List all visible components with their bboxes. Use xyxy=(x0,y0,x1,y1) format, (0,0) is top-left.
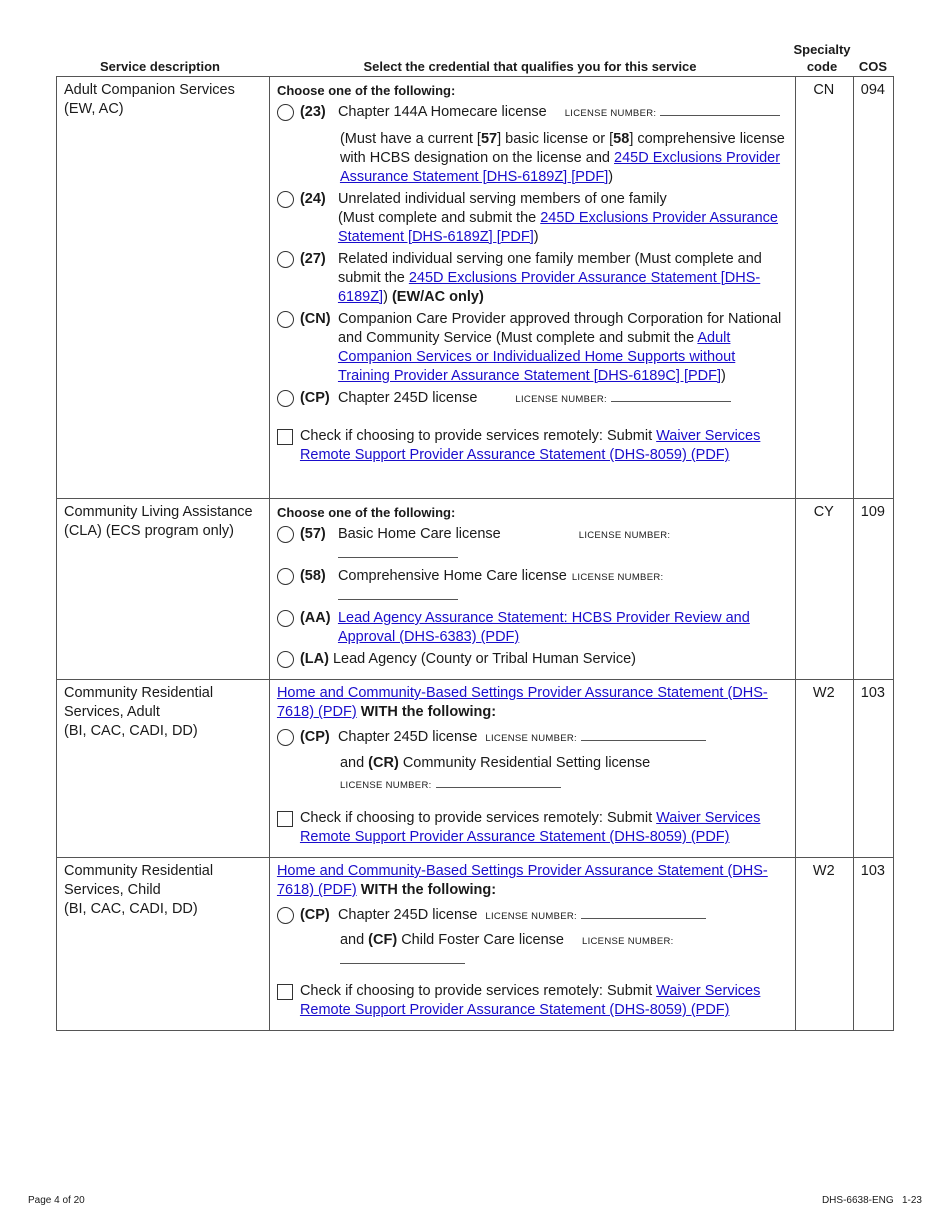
option-24[interactable] xyxy=(277,190,787,247)
cos-code: 103 xyxy=(853,858,893,1031)
specialty-code: W2 xyxy=(795,858,853,1031)
note-number: 57 xyxy=(480,131,498,147)
option-23[interactable] xyxy=(277,103,787,123)
header-specialty xyxy=(788,41,856,75)
radio-button[interactable] xyxy=(277,526,294,543)
service-cell xyxy=(57,499,270,680)
header-cos: COS xyxy=(858,59,888,74)
remote-checkbox-row[interactable] xyxy=(277,809,787,847)
service-programs: (BI, CAC, CADI, DD) xyxy=(64,901,198,917)
header-credential: Select the credential that qualifies you for this service xyxy=(363,59,697,74)
license-number-field[interactable] xyxy=(338,599,458,600)
option-code: (58) xyxy=(299,568,326,584)
option-cf xyxy=(340,931,787,970)
note-text: ) xyxy=(608,169,614,185)
cos-code: 103 xyxy=(853,680,893,858)
header-service: Service description xyxy=(100,59,220,74)
license-number-field[interactable] xyxy=(660,115,780,116)
hcbs-statement-link[interactable]: Home and Community-Based Settings Provider Assurance Statement (DHS-7618) (PDF) xyxy=(276,863,768,898)
services-table xyxy=(56,76,894,1031)
remote-text: Check if choosing to provide services remotely: Submit xyxy=(299,428,657,444)
header-specialty-line2: code xyxy=(806,59,838,74)
option-label: Related individual serving one family member (Must complete and submit the xyxy=(337,251,762,286)
exclusions-statement-link[interactable]: 245D Exclusions Provider Assurance Statement [DHS-6189Z] [PDF] xyxy=(339,150,781,185)
remote-checkbox[interactable] xyxy=(277,429,293,445)
credential-cell xyxy=(269,77,795,499)
option-code: (24) xyxy=(299,191,326,207)
radio-button[interactable] xyxy=(277,311,294,328)
option-23-note xyxy=(340,130,787,187)
radio-button[interactable] xyxy=(277,191,294,208)
note-text: ] basic license or [ xyxy=(497,131,614,147)
license-number-field[interactable] xyxy=(436,787,561,788)
option-58[interactable] xyxy=(277,567,787,606)
option-code: (57) xyxy=(299,526,326,542)
option-code: (LA) xyxy=(299,651,329,667)
with-following: WITH the following: xyxy=(356,704,497,720)
license-number-label: LICENSE NUMBER: xyxy=(485,911,577,922)
table-row xyxy=(57,680,894,858)
option-label: Community Residential Setting license xyxy=(402,755,651,771)
remote-support-statement-link[interactable]: Waiver Services Remote Support Provider Assurance Statement (DHS-8059) (PDF) xyxy=(299,810,761,845)
option-code: (CP) xyxy=(299,729,330,745)
option-label: Chapter 144A Homecare license xyxy=(337,104,547,120)
option-cp[interactable] xyxy=(277,906,787,926)
service-name: Services, Adult xyxy=(64,704,160,720)
page-number: Page 4 of 20 xyxy=(28,1195,85,1206)
license-number-label: LICENSE NUMBER: xyxy=(571,572,664,583)
option-label: Lead Agency (County or Tribal Human Service) xyxy=(332,651,636,667)
specialty-code: CY xyxy=(795,499,853,680)
remote-checkbox[interactable] xyxy=(277,811,293,827)
exclusions-statement-link[interactable]: 245D Exclusions Provider Assurance Statement [DHS-6189Z] [PDF] xyxy=(337,210,778,245)
credential-cell xyxy=(269,499,795,680)
radio-button[interactable] xyxy=(277,104,294,121)
service-cell xyxy=(57,858,270,1031)
option-label: ) xyxy=(721,368,726,384)
remote-text: Check if choosing to provide services remotely: Submit xyxy=(299,983,657,999)
license-number-label: LICENSE NUMBER: xyxy=(485,733,577,744)
and-text: and xyxy=(339,755,369,771)
specialty-code: W2 xyxy=(795,680,853,858)
lead-agency-statement-link[interactable]: Lead Agency Assurance Statement: HCBS Provider Review and Approval (DHS-6383) (PDF) xyxy=(337,610,750,645)
companion-statement-link[interactable]: Adult Companion Services or Individualized Home Supports without Training Provider Assurance Statement [DHS-6189C] [PDF] xyxy=(337,330,736,384)
service-name: Community Residential xyxy=(64,863,214,879)
cos-code: 109 xyxy=(853,499,893,680)
cos-code: 094 xyxy=(853,77,893,499)
option-cr xyxy=(340,754,787,773)
option-label: ) xyxy=(533,229,539,245)
service-name: Services, Child xyxy=(64,882,161,898)
option-code: (23) xyxy=(299,104,326,120)
option-label: Chapter 245D license xyxy=(337,390,478,406)
service-name: Adult Companion Services xyxy=(64,82,235,98)
table-row xyxy=(57,858,894,1031)
option-cp[interactable] xyxy=(277,728,787,748)
radio-button[interactable] xyxy=(277,651,294,668)
license-number-field[interactable] xyxy=(611,401,731,402)
service-programs: (BI, CAC, CADI, DD) xyxy=(64,723,198,739)
option-restriction: (EW/AC only) xyxy=(387,289,484,305)
exclusions-statement-link[interactable]: 245D Exclusions Provider Assurance Statement [DHS-6189Z] xyxy=(337,270,761,305)
table-row xyxy=(57,77,894,499)
option-code: (CP) xyxy=(299,390,330,406)
choose-heading: Choose one of the following: xyxy=(276,83,456,98)
table-row xyxy=(57,499,894,680)
option-code: (CF) xyxy=(368,932,398,948)
with-following: WITH the following: xyxy=(356,882,497,898)
radio-button[interactable] xyxy=(277,907,294,924)
option-57[interactable] xyxy=(277,525,787,564)
note-text: ] comprehensive license with HCBS designation on the license and xyxy=(339,131,785,166)
remote-checkbox-row[interactable] xyxy=(277,427,787,465)
specialty-code: CN xyxy=(795,77,853,499)
option-code: (CR) xyxy=(368,755,399,771)
option-27[interactable] xyxy=(277,250,787,307)
service-cell xyxy=(57,77,270,499)
option-cp[interactable] xyxy=(277,389,787,409)
option-label: Companion Care Provider approved through Corporation for National and Community Service (Must complete and submit the xyxy=(337,311,782,346)
service-cell xyxy=(57,680,270,858)
option-label: Chapter 245D license xyxy=(337,729,478,745)
option-la[interactable] xyxy=(277,650,787,669)
radio-button[interactable] xyxy=(277,568,294,585)
credential-cell xyxy=(269,858,795,1031)
option-label: Basic Home Care license xyxy=(337,526,501,542)
option-aa[interactable] xyxy=(277,609,787,647)
remote-checkbox-row[interactable] xyxy=(277,982,787,1020)
option-label: Unrelated individual serving members of one family xyxy=(337,191,667,207)
option-label: Comprehensive Home Care license xyxy=(337,568,567,584)
option-label: ) xyxy=(383,289,388,305)
license-number-label: LICENSE NUMBER: xyxy=(339,780,432,791)
choose-heading: Choose one of the following: xyxy=(276,505,456,520)
option-cn[interactable] xyxy=(277,310,787,386)
note-text: (Must have a current [ xyxy=(339,131,481,147)
option-code: (27) xyxy=(299,251,326,267)
radio-button[interactable] xyxy=(277,610,294,627)
option-code: (CP) xyxy=(299,907,330,923)
service-name: Community Living Assistance xyxy=(64,504,253,520)
remote-text: Check if choosing to provide services remotely: Submit xyxy=(299,810,657,826)
radio-button[interactable] xyxy=(277,390,294,407)
radio-button[interactable] xyxy=(277,251,294,268)
credential-cell xyxy=(269,680,795,858)
note-number: 58 xyxy=(613,131,630,147)
and-text: and xyxy=(339,932,369,948)
header-specialty-line1: Specialty xyxy=(793,42,851,57)
license-number-label: LICENSE NUMBER: xyxy=(582,936,674,947)
hcbs-statement-link[interactable]: Home and Community-Based Settings Provider Assurance Statement (DHS-7618) (PDF) xyxy=(276,685,768,720)
option-label: Chapter 245D license xyxy=(337,907,478,923)
option-label: Child Foster Care license xyxy=(401,932,564,948)
option-code: (CN) xyxy=(299,311,331,327)
license-number-field[interactable] xyxy=(581,918,706,919)
license-number-label: LICENSE NUMBER: xyxy=(578,530,671,541)
license-number-field[interactable] xyxy=(581,740,706,741)
service-name: Community Residential xyxy=(64,685,214,701)
remote-support-statement-link[interactable]: Waiver Services Remote Support Provider Assurance Statement (DHS-8059) (PDF) xyxy=(299,983,761,1018)
form-number: DHS-6638-ENG 1-23 xyxy=(821,1195,922,1206)
license-number-field[interactable] xyxy=(340,963,465,964)
remote-checkbox[interactable] xyxy=(277,984,293,1000)
remote-support-statement-link[interactable]: Waiver Services Remote Support Provider Assurance Statement (DHS-8059) (PDF) xyxy=(299,428,761,463)
option-label: (Must complete and submit the xyxy=(337,210,541,226)
license-number-label: LICENSE NUMBER: xyxy=(515,394,607,405)
service-programs: (EW, AC) xyxy=(64,101,124,117)
service-programs: (CLA) (ECS program only) xyxy=(64,523,235,539)
radio-button[interactable] xyxy=(277,729,294,746)
license-number-field[interactable] xyxy=(338,557,458,558)
option-code: (AA) xyxy=(299,610,331,626)
license-number-label: LICENSE NUMBER: xyxy=(564,108,657,119)
